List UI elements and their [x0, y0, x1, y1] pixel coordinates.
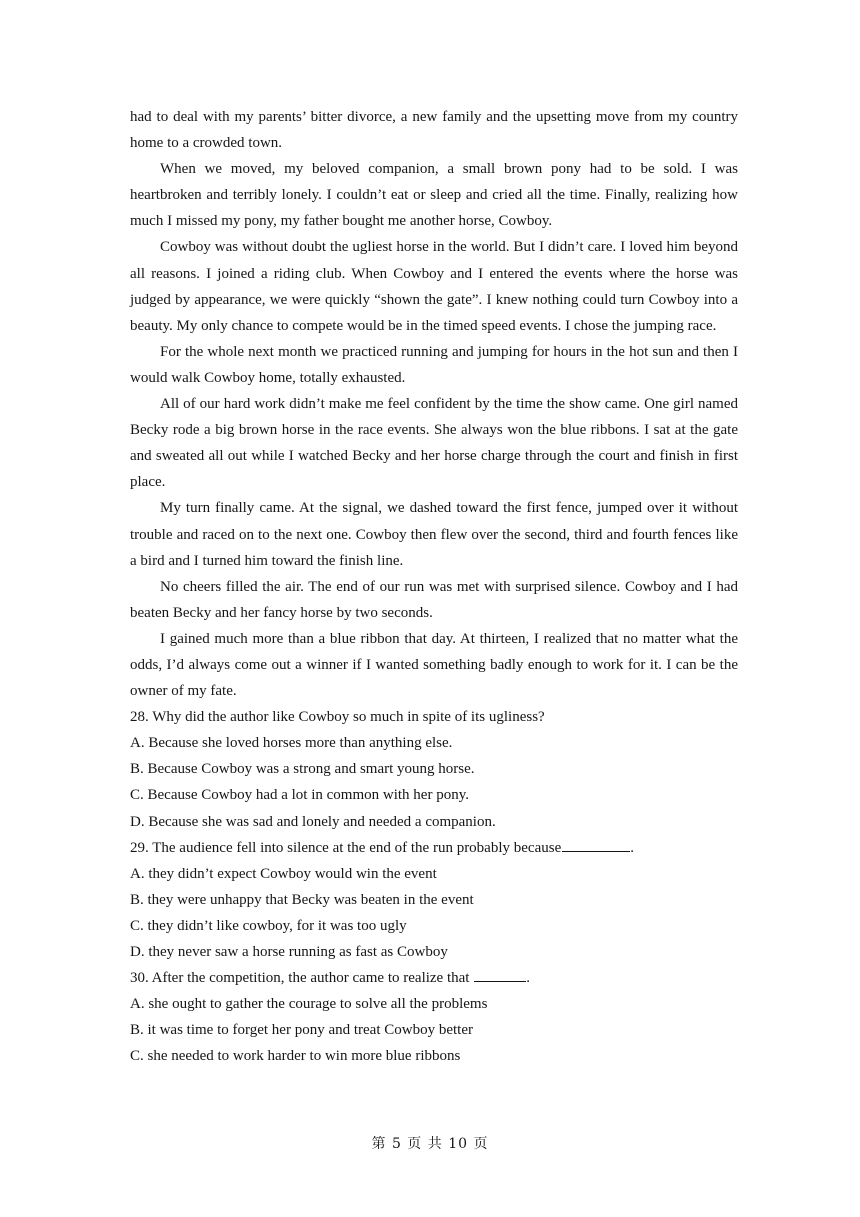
passage — [130, 104, 738, 704]
question-stem — [130, 704, 738, 730]
question-stem-text: 29. The audience fell into silence at the end of the run probably because — [130, 839, 562, 856]
question-28 — [130, 704, 738, 834]
answer-option: A. Because she loved horses more than anything else. — [130, 735, 453, 752]
answer-option: B. Because Cowboy was a strong and smart young horse. — [130, 761, 475, 778]
question-29 — [130, 835, 738, 965]
passage-paragraph: No cheers filled the air. The end of our run was met with surprised silence. Cowboy and I had beaten Becky and her fancy horse by two seconds. — [130, 578, 738, 621]
passage-paragraph: All of our hard work didn’t make me feel confident by the time the show came. One girl named Becky rode a big brown horse in the race events. She always won the blue ribbons. I sat at the gate and sweated all out while I watched Becky and her horse charge through the court and finish in first place. — [130, 396, 738, 491]
question-stem — [130, 835, 738, 861]
question-stem-suffix: . — [630, 839, 634, 856]
question-stem-suffix: . — [526, 970, 530, 987]
page-number-footer: 第 5 页 共 10 页 — [371, 1136, 489, 1152]
passage-paragraph: When we moved, my beloved companion, a small brown pony had to be sold. I was heartbroken and terribly lonely. I couldn’t eat or sleep and cried all the time. Finally, realizing how much I missed my pony, my father bought me another horse, Cowboy. — [130, 161, 738, 230]
question-stem-text: 28. Why did the author like Cowboy so much in spite of its ugliness? — [130, 709, 545, 726]
passage-paragraph: Cowboy was without doubt the ugliest horse in the world. But I didn’t care. I loved him beyond all reasons. I joined a riding club. When Cowboy and I entered the events where the horse was judged by appearance, we were quickly “shown the gate”. I knew nothing could turn Cowboy into a beauty. My only chance to compete would be in the timed speed events. I chose the jumping race. — [130, 239, 738, 334]
answer-option: B. they were unhappy that Becky was beaten in the event — [130, 891, 474, 908]
answer-blank — [474, 967, 526, 982]
answer-option: D. they never saw a horse running as fast as Cowboy — [130, 944, 448, 960]
question-stem — [130, 965, 738, 991]
answer-option: C. they didn’t like cowboy, for it was too ugly — [130, 917, 407, 934]
passage-paragraph: had to deal with my parents’ bitter divorce, a new family and the upsetting move from my country home to a crowded town. — [130, 109, 738, 152]
answer-option: A. she ought to gather the courage to solve all the problems — [130, 996, 488, 1013]
passage-paragraph: For the whole next month we practiced running and jumping for hours in the hot sun and then I would walk Cowboy home, totally exhausted. — [130, 343, 738, 386]
reading-section — [130, 104, 738, 1069]
question-stem-text: 30. After the competition, the author came to realize that — [130, 970, 470, 987]
answer-option: A. they didn’t expect Cowboy would win the event — [130, 865, 437, 882]
answer-option: B. it was time to forget her pony and treat Cowboy better — [130, 1022, 473, 1039]
answer-option: D. Because she was sad and lonely and needed a companion. — [130, 813, 496, 830]
answer-option: C. Because Cowboy had a lot in common with her pony. — [130, 787, 469, 804]
passage-paragraph: I gained much more than a blue ribbon that day. At thirteen, I realized that no matter what the odds, I’d always come out a winner if I wanted something badly enough to work for it. I can be the owner of my fate. — [130, 630, 738, 700]
passage-paragraph: My turn finally came. At the signal, we dashed toward the first fence, jumped over it without trouble and raced on to the next one. Cowboy then flew over the second, third and fourth fences like a bird and I turned him toward the finish line. — [130, 500, 738, 569]
question-30 — [130, 965, 738, 1069]
answer-option: C. she needed to work harder to win more blue ribbons — [130, 1048, 461, 1065]
answer-blank — [562, 837, 630, 852]
